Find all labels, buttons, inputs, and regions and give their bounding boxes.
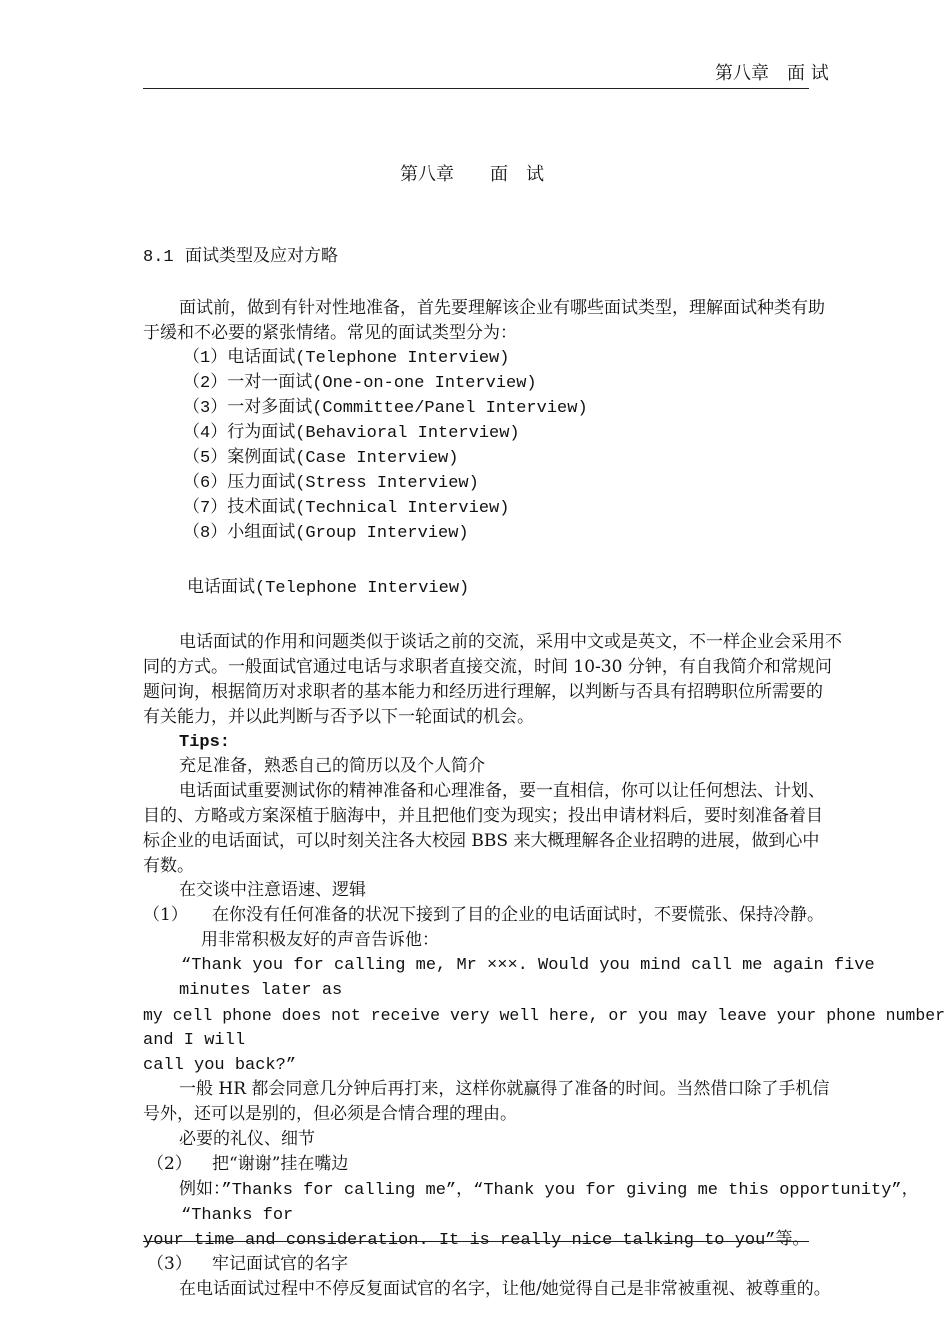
phone-para-line-2: 同的方式。一般面试官通过电话与求职者直接交流，时间 10-30 分钟，有自我简介和常规问 (143, 657, 832, 677)
section-number: 8.1 (143, 248, 174, 267)
tip1-line-1: 电话面试重要测试你的精神准备和心理准备，要一直相信，你可以让任何想法、计划、 (179, 781, 825, 801)
item2-example-line-2: “Thanks for (181, 1206, 294, 1225)
tip1-line-4: 有数。 (143, 856, 194, 876)
intro-line-2: 于缓和不必要的紧张情绪。常见的面试类型分为： (143, 323, 517, 343)
tip2-title: 在交谈中注意语速、逻辑 (179, 880, 366, 900)
tip1-line-3: 标企业的电话面试，可以时刻关注各大校园 BBS 来大概理解各企业招聘的进展，做到心中 (143, 831, 820, 851)
tip3-title: 必要的礼仪、细节 (179, 1129, 315, 1149)
item1-sub: 用非常积极友好的声音告诉他： (201, 930, 439, 950)
type-item-2: （2）一对一面试(One-on-one Interview) (183, 374, 537, 393)
item2-example-line-1: 例如：”Thanks for calling me”，“Thank you for giving me this opportunity”， (179, 1181, 919, 1200)
type-item-7: （7）技术面试(Technical Interview) (183, 499, 510, 518)
item1-text: 在你没有任何准备的状况下接到了目的企业的电话面试时，不要慌张、保持冷静。 (212, 905, 824, 925)
tip1-title: 充足准备，熟悉自己的简历以及个人简介 (179, 756, 485, 776)
type-item-1: （1）电话面试(Telephone Interview) (183, 349, 510, 368)
running-header: 第八章 面 试 (715, 63, 829, 84)
item3-number: （3） (147, 1254, 192, 1274)
subheading: 电话面试(Telephone Interview) (187, 579, 470, 598)
footer-rule (143, 1241, 809, 1242)
tips-label: Tips: (179, 733, 231, 752)
item1-quote-line-2: minutes later as (179, 981, 343, 1000)
item2-number: （2） (147, 1154, 192, 1174)
phone-para-line-3: 题问询，根据简历对求职者的基本能力和经历进行理解，以判断与否具有招聘职位所需要的 (143, 682, 823, 702)
item1-after-line-2: 号外，还可以是别的，但必须是合情合理的理由。 (143, 1104, 517, 1124)
item1-quote-line-3: my cell phone does not receive very well here, or you may leave your phone number (143, 1006, 946, 1025)
item1-after-line-1: 一般 HR 都会同意几分钟后再打来，这样你就赢得了准备的时间。当然借口除了手机信 (179, 1079, 830, 1099)
type-item-6: （6）压力面试(Stress Interview) (183, 474, 479, 493)
type-item-8: （8）小组面试(Group Interview) (183, 524, 469, 543)
section-title: 面试类型及应对方略 (185, 246, 339, 266)
item3-text: 牢记面试官的名字 (212, 1254, 348, 1274)
type-item-3: （3）一对多面试(Committee/Panel Interview) (183, 399, 588, 418)
type-item-4: （4）行为面试(Behavioral Interview) (183, 424, 520, 443)
tip1-line-2: 目的、方略或方案深植于脑海中，并且把他们变为现实；投出申请材料后，要时刻准备着目 (143, 806, 823, 826)
chapter-title: 第八章 面 试 (400, 164, 544, 185)
item2-text: 把“谢谢”挂在嘴边 (212, 1154, 349, 1174)
item2-example-line-3: your time and consideration. It is really nice talking to you”等。 (143, 1231, 810, 1250)
phone-para-line-1: 电话面试的作用和问题类似于谈话之前的交流，采用中文或是英文，不一样企业会采用不 (179, 632, 842, 652)
intro-line-1: 面试前，做到有针对性地准备，首先要理解该企业有哪些面试类型，理解面试种类有助 (179, 298, 825, 318)
item1-quote-line-1: “Thank you for calling me, Mr ×××. Would you mind call me again five (181, 956, 875, 975)
item1-quote-line-5: call you back?” (143, 1056, 297, 1075)
item3-body: 在电话面试过程中不停反复面试官的名字，让他/她觉得自己是非常被重视、被尊重的。 (179, 1279, 831, 1299)
section-heading (143, 241, 338, 267)
phone-para-line-4: 有关能力，并以此判断与否予以下一轮面试的机会。 (143, 707, 534, 727)
item1-quote-line-4: and I will (143, 1031, 246, 1050)
type-item-5: （5）案例面试(Case Interview) (183, 449, 459, 468)
header-rule (143, 88, 809, 89)
item1-number: （1） (143, 905, 188, 925)
